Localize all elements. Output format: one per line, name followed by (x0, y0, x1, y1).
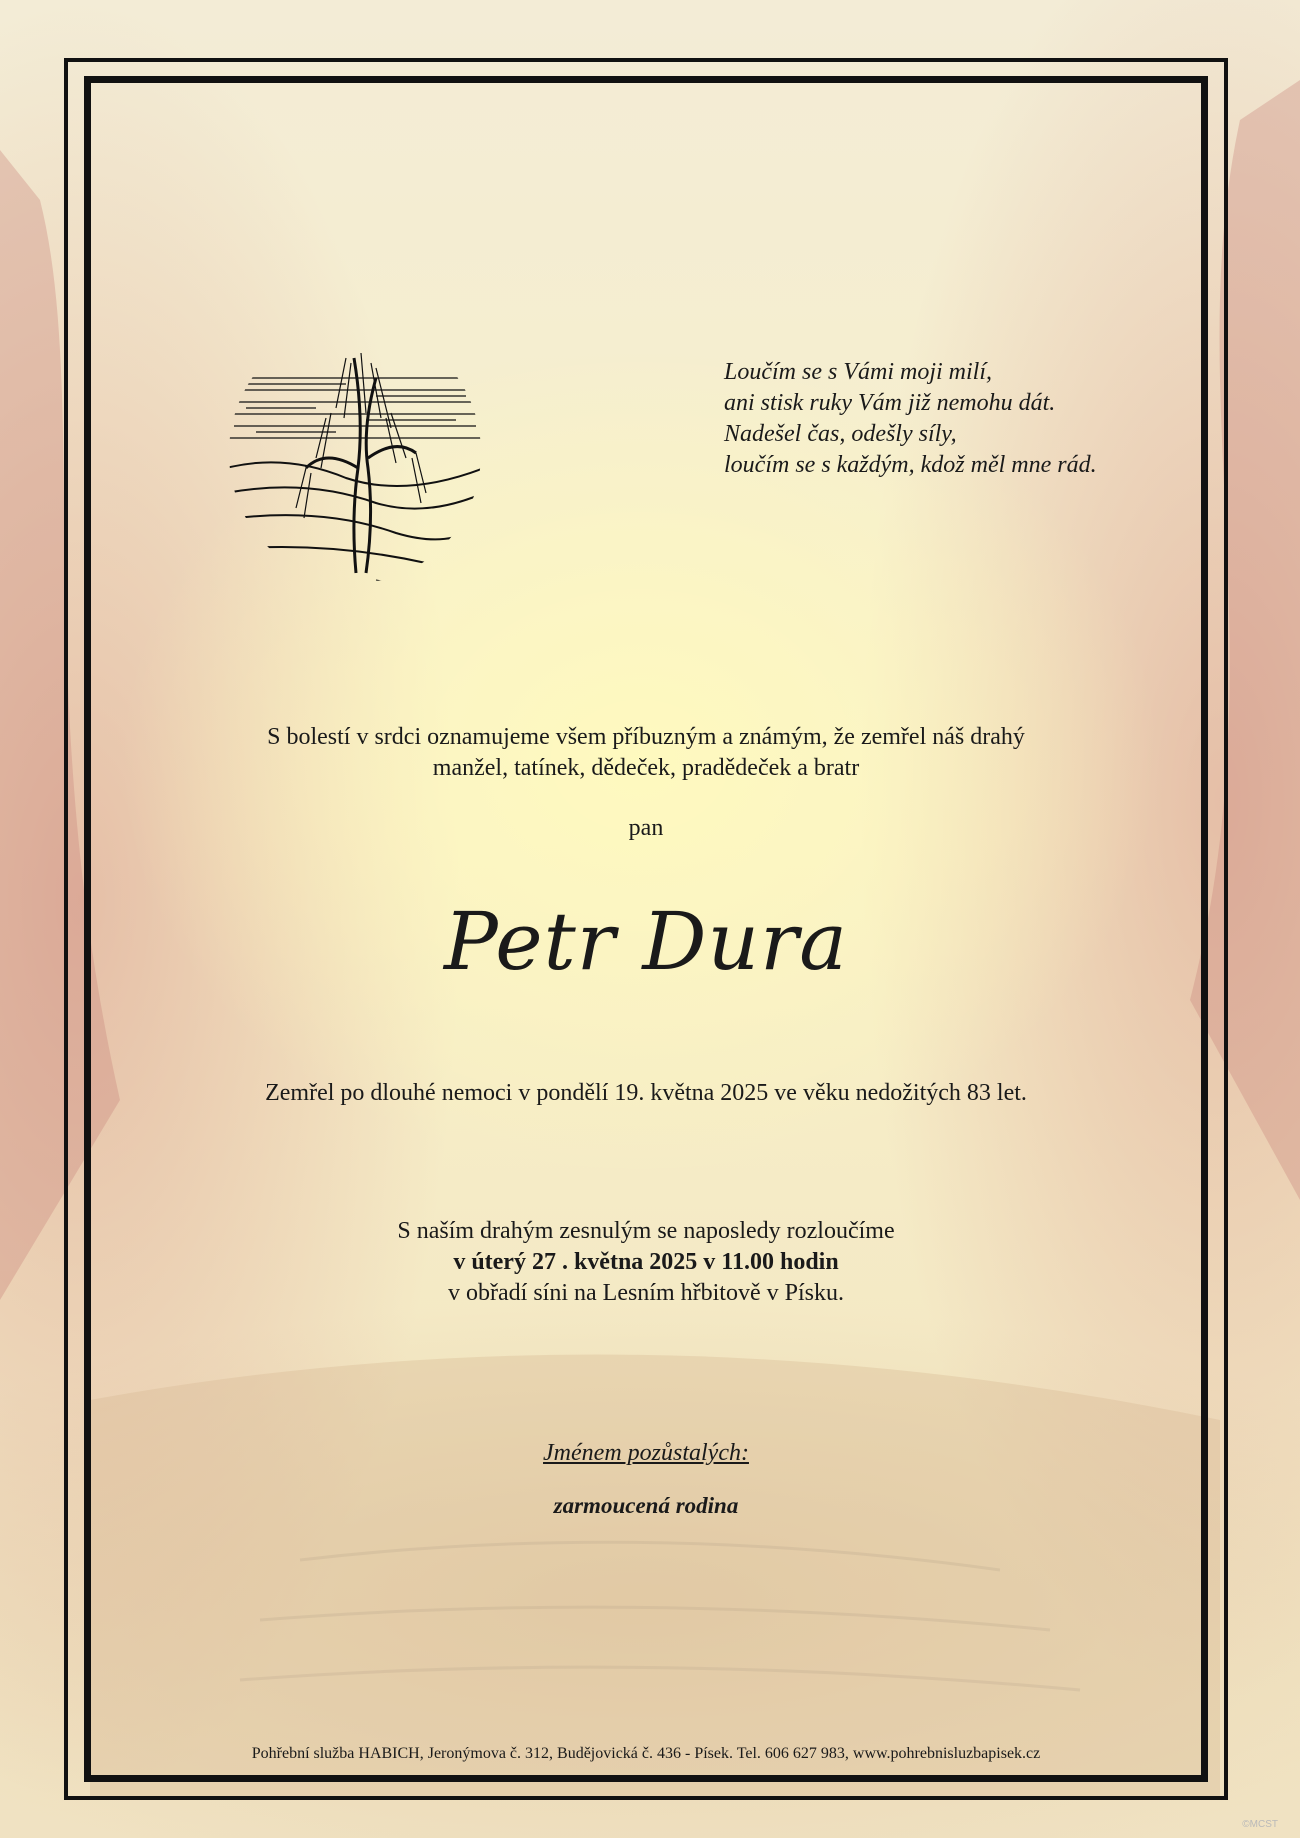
intro-line-2: manžel, tatínek, dědeček, pradědeček a bratr (432, 755, 860, 781)
intro-line-1: S bolestí v srdci oznamujeme všem příbuzným a známým, že zemřel náš drahý (267, 724, 1025, 750)
farewell-location: v obřadí síni na Lesním hřbitově v Písku. (448, 1280, 844, 1306)
signature-label: Jménem pozůstalých: (543, 1440, 749, 1466)
deceased-name: Petr Dura (444, 895, 848, 988)
farewell-datetime: v úterý 27 . května 2025 v 11.00 hodin (453, 1249, 839, 1275)
tree-engraving-icon (226, 318, 484, 598)
farewell-poem (724, 357, 1164, 481)
poem-line: Loučím se s Vámi moji milí, (724, 359, 992, 385)
death-notice: Zemřel po dlouhé nemoci v pondělí 19. května 2025 ve věku nedožitých 83 let. (265, 1080, 1027, 1106)
farewell-line: S naším drahým zesnulým se naposledy rozloučíme (397, 1218, 895, 1244)
corner-mark: ©MCST (1242, 1819, 1278, 1830)
poem-line: ani stisk ruky Vám již nemohu dát. (724, 390, 1056, 416)
poem-line: Nadešel čas, odešly síly, (724, 421, 957, 447)
farewell-info (84, 1216, 1208, 1309)
signature-name: zarmoucená rodina (553, 1493, 739, 1518)
honorific: pan (628, 815, 664, 841)
funeral-service-footer: Pohřební služba HABICH, Jeronýmova č. 312, Budějovická č. 436 - Písek. Tel. 606 627 983, www.pohrebnisluzbapisek.cz (251, 1745, 1041, 1762)
poem-line: loučím se s každým, kdož měl mne rád. (724, 452, 1097, 478)
announcement-intro (84, 722, 1208, 784)
